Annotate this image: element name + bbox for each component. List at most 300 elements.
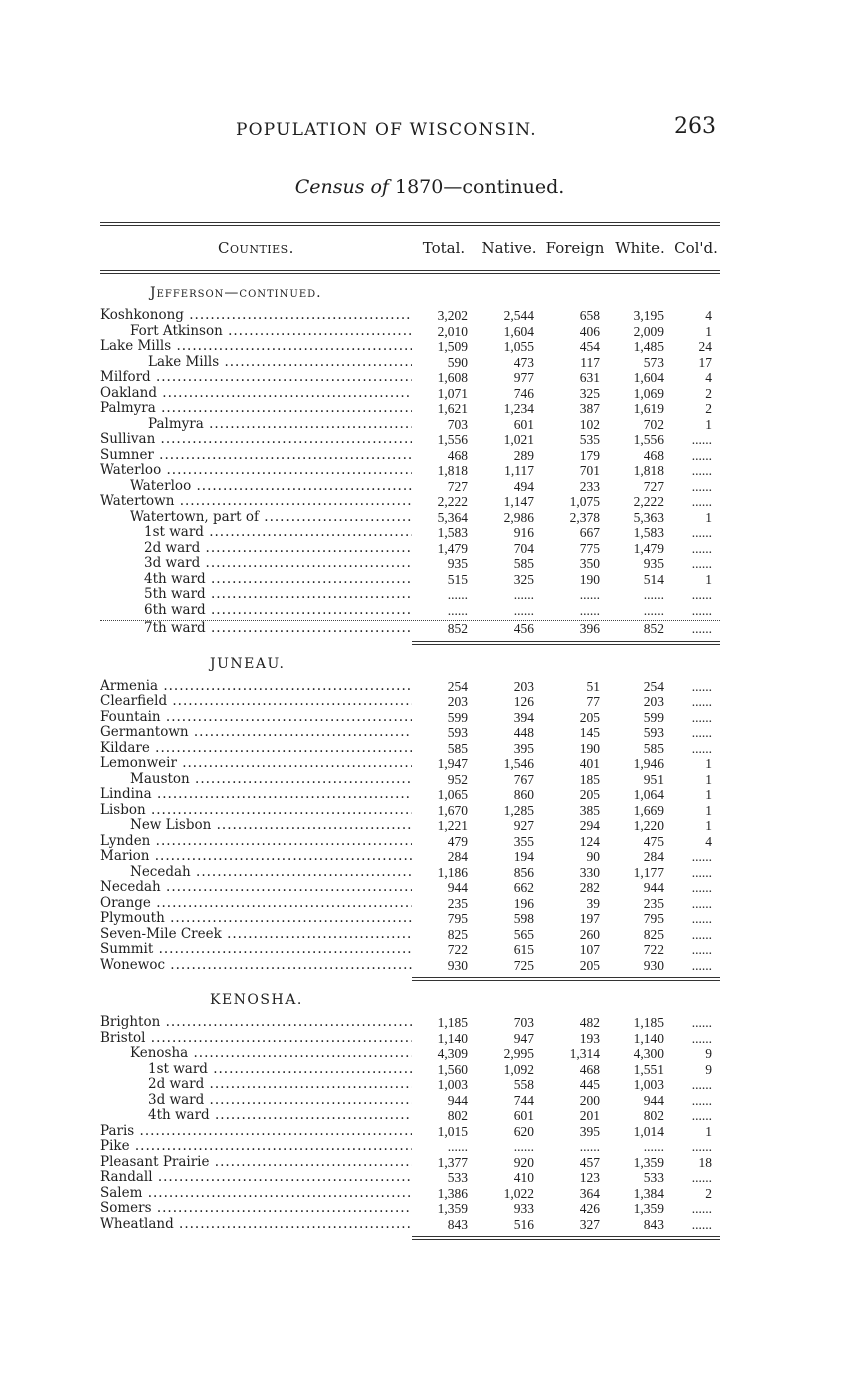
table-body <box>100 274 720 1240</box>
table-row <box>100 308 720 324</box>
cell-white: 1,359 <box>633 1201 664 1216</box>
table-row <box>100 741 720 757</box>
table-row <box>100 787 720 803</box>
cell-white: 468 <box>643 447 664 463</box>
table-row <box>100 849 720 865</box>
cell-white: 1,064 <box>633 787 664 802</box>
cell-total: 203 <box>447 694 468 709</box>
table-row <box>100 355 720 371</box>
cell-native: 615 <box>513 942 534 957</box>
cell-native: 601 <box>513 1108 534 1123</box>
cell-foreign: 205 <box>579 957 600 973</box>
cell-total: 952 <box>447 771 468 787</box>
cell-white: 2,222 <box>633 494 664 509</box>
header-white: White. <box>615 239 665 257</box>
cell-colored: 2 <box>705 385 712 401</box>
place-name: Wheatland ..... <box>100 1217 412 1233</box>
cell-total: 852 <box>447 621 468 636</box>
cell-foreign: 205 <box>579 709 600 725</box>
cell-total: 585 <box>447 740 468 756</box>
cell-total: 468 <box>447 447 468 463</box>
section-end-rule <box>412 1236 720 1240</box>
table-row <box>100 479 720 495</box>
place-name: Lisbon ..... <box>100 803 412 819</box>
cell-native: 1,546 <box>503 756 534 771</box>
cell-white: 930 <box>643 957 664 973</box>
section-title: KENOSHA. <box>210 992 303 1008</box>
cell-total: 1,386 <box>437 1185 468 1201</box>
cell-total: 599 <box>447 709 468 725</box>
table-row <box>100 448 720 464</box>
place-name: Bristol ..... <box>100 1031 412 1047</box>
cell-native: ...... <box>513 1139 534 1154</box>
cell-total: 1,359 <box>437 1201 468 1216</box>
table-row <box>100 463 720 479</box>
cell-white: 593 <box>643 725 664 740</box>
table-row <box>100 525 720 541</box>
cell-colored: 1 <box>705 818 712 833</box>
cell-foreign: ...... <box>579 1139 600 1154</box>
place-name: Koshkonong ..... <box>100 308 412 324</box>
cell-total: 1,556 <box>437 432 468 447</box>
cell-colored: 1 <box>705 571 712 587</box>
running-head: POPULATION OF WISCONSIN. <box>236 120 537 140</box>
cell-foreign: 2,378 <box>569 509 600 525</box>
cell-total: 1,065 <box>437 787 468 802</box>
cell-total: 2,010 <box>437 323 468 339</box>
cell-colored: 2 <box>705 1185 712 1201</box>
table-row <box>100 1217 720 1233</box>
cell-native: 194 <box>513 849 534 864</box>
cell-colored: ...... <box>691 1170 712 1185</box>
cell-white: 475 <box>643 833 664 849</box>
cell-total: 1,670 <box>437 802 468 818</box>
cell-white: 1,220 <box>633 818 664 833</box>
cell-white: 1,140 <box>633 1030 664 1046</box>
cell-colored: 1 <box>705 416 712 432</box>
cell-total: 795 <box>447 911 468 926</box>
place-name: Pleasant Prairie ..... <box>100 1155 412 1171</box>
table-row <box>100 1201 720 1217</box>
place-name: Palmyra ..... <box>100 417 412 433</box>
cell-native: 585 <box>513 556 534 571</box>
cell-foreign: 185 <box>579 771 600 787</box>
cell-total: 1,479 <box>437 540 468 556</box>
cell-foreign: ...... <box>579 602 600 618</box>
place-name: Waterloo ..... <box>100 479 412 495</box>
cell-foreign: 179 <box>579 447 600 463</box>
place-name: Kenosha ..... <box>100 1046 412 1062</box>
cell-foreign: 107 <box>579 942 600 957</box>
cell-white: 1,359 <box>633 1154 664 1170</box>
cell-white: ...... <box>643 587 664 602</box>
cell-foreign: 387 <box>579 401 600 416</box>
cell-colored: ...... <box>691 849 712 864</box>
cell-colored: ...... <box>691 1139 712 1154</box>
cell-foreign: 39 <box>586 895 600 911</box>
place-name: Summit ..... <box>100 942 412 958</box>
cell-white: ...... <box>643 602 664 618</box>
table-row <box>100 603 720 619</box>
cell-white: 284 <box>643 849 664 864</box>
cell-total: 1,818 <box>437 463 468 478</box>
cell-colored: ...... <box>691 725 712 740</box>
cell-colored: ...... <box>691 525 712 540</box>
cell-white: 843 <box>643 1216 664 1232</box>
cell-native: 456 <box>513 621 534 636</box>
cell-native: 1,234 <box>503 401 534 416</box>
cell-total: 1,015 <box>437 1123 468 1139</box>
cell-total: ...... <box>447 602 468 618</box>
cell-foreign: 190 <box>579 571 600 587</box>
cell-foreign: 385 <box>579 802 600 818</box>
place-name: 1st ward ..... <box>100 525 412 541</box>
cell-white: 1,551 <box>633 1061 664 1077</box>
cell-native: 395 <box>513 740 534 756</box>
cell-white: 1,946 <box>633 756 664 771</box>
cell-foreign: 350 <box>579 556 600 571</box>
cell-colored: 4 <box>705 370 712 385</box>
cell-white: 825 <box>643 926 664 942</box>
cell-colored: 18 <box>698 1154 712 1170</box>
place-name: Lake Mills ..... <box>100 339 412 355</box>
place-name: Clearfield ..... <box>100 694 412 710</box>
table-row <box>100 370 720 386</box>
cell-native: 601 <box>513 416 534 432</box>
cell-total: 935 <box>447 556 468 571</box>
cell-foreign: 701 <box>579 463 600 478</box>
cell-white: 722 <box>643 942 664 957</box>
cell-foreign: 395 <box>579 1123 600 1139</box>
cell-total: 590 <box>447 354 468 370</box>
cell-total: 1,608 <box>437 370 468 385</box>
cell-total: 1,377 <box>437 1154 468 1170</box>
cell-white: ...... <box>643 1139 664 1154</box>
table-row <box>100 510 720 526</box>
cell-native: 394 <box>513 709 534 725</box>
place-name: 6th ward ..... <box>100 603 412 619</box>
cell-foreign: 482 <box>579 1015 600 1030</box>
place-name: Seven-Mile Creek ..... <box>100 927 412 943</box>
cell-foreign: 123 <box>579 1170 600 1185</box>
place-name: Orange ..... <box>100 896 412 912</box>
cell-colored: 2 <box>705 401 712 416</box>
cell-native: 448 <box>513 725 534 740</box>
cell-native: 598 <box>513 911 534 926</box>
cell-white: 1,185 <box>633 1015 664 1030</box>
cell-native: 1,092 <box>503 1061 534 1077</box>
cell-foreign: 401 <box>579 756 600 771</box>
table-row <box>100 896 720 912</box>
cell-colored: ...... <box>691 463 712 478</box>
cell-white: 254 <box>643 678 664 694</box>
place-name: 4th ward ..... <box>100 1108 412 1124</box>
place-name: Lemonweir ..... <box>100 756 412 772</box>
cell-total: 1,621 <box>437 401 468 416</box>
cell-colored: ...... <box>691 587 712 602</box>
cell-foreign: 200 <box>579 1092 600 1108</box>
cell-foreign: 51 <box>586 678 600 694</box>
cell-native: 289 <box>513 447 534 463</box>
cell-total: 1,071 <box>437 385 468 401</box>
subtitle-rest: 1870—continued. <box>388 176 565 198</box>
table-row <box>100 1170 720 1186</box>
cell-native: 1,055 <box>503 339 534 354</box>
cell-total: 515 <box>447 571 468 587</box>
cell-native: ...... <box>513 587 534 602</box>
table-row <box>100 1015 720 1031</box>
cell-colored: ...... <box>691 447 712 463</box>
cell-colored: 4 <box>705 308 712 323</box>
place-name: Sumner ..... <box>100 448 412 464</box>
cell-foreign: 445 <box>579 1077 600 1092</box>
table-row <box>100 911 720 927</box>
cell-native: 704 <box>513 540 534 556</box>
cell-colored: ...... <box>691 556 712 571</box>
cell-native: 746 <box>513 385 534 401</box>
cell-native: 977 <box>513 370 534 385</box>
cell-white: 935 <box>643 556 664 571</box>
table-row <box>100 620 720 637</box>
place-name: Fountain ..... <box>100 710 412 726</box>
cell-colored: ...... <box>691 478 712 494</box>
table-row <box>100 1124 720 1140</box>
cell-colored: ...... <box>691 709 712 725</box>
cell-total: 284 <box>447 849 468 864</box>
table-subtitle <box>0 176 859 198</box>
cell-foreign: 77 <box>586 694 600 709</box>
cell-white: 3,195 <box>633 308 664 323</box>
cell-total: 1,003 <box>437 1077 468 1092</box>
cell-colored: ...... <box>691 540 712 556</box>
cell-colored: 4 <box>705 833 712 849</box>
cell-colored: ...... <box>691 694 712 709</box>
header-counties: Counties. <box>218 239 294 257</box>
place-name: New Lisbon ..... <box>100 818 412 834</box>
table-row <box>100 1077 720 1093</box>
cell-native: 767 <box>513 771 534 787</box>
cell-colored: ...... <box>691 895 712 911</box>
cell-foreign: 775 <box>579 540 600 556</box>
cell-white: 1,583 <box>633 525 664 540</box>
header-total: Total. <box>422 239 466 257</box>
cell-total: 593 <box>447 725 468 740</box>
cell-native: 558 <box>513 1077 534 1092</box>
table-row <box>100 679 720 695</box>
cell-foreign: 468 <box>579 1061 600 1077</box>
table-row <box>100 1108 720 1124</box>
cell-white: 599 <box>643 709 664 725</box>
cell-colored: 1 <box>705 323 712 339</box>
cell-native: 662 <box>513 880 534 895</box>
place-name: 7th ward ..... <box>100 621 412 637</box>
table-row <box>100 725 720 741</box>
cell-white: 235 <box>643 895 664 911</box>
census-table <box>100 222 720 1240</box>
place-name: Lindina ..... <box>100 787 412 803</box>
cell-foreign: 396 <box>579 621 600 636</box>
cell-total: 1,583 <box>437 525 468 540</box>
cell-white: 2,009 <box>633 323 664 339</box>
place-name: Paris ..... <box>100 1124 412 1140</box>
cell-colored: 24 <box>698 339 712 354</box>
place-name: Brighton ..... <box>100 1015 412 1031</box>
table-row <box>100 1093 720 1109</box>
place-name: 5th ward ..... <box>100 587 412 603</box>
table-row <box>100 694 720 710</box>
cell-native: 933 <box>513 1201 534 1216</box>
header-colored: Col'd. <box>674 239 718 257</box>
table-row <box>100 1031 720 1047</box>
cell-colored: ...... <box>691 602 712 618</box>
cell-total: 1,186 <box>437 864 468 880</box>
cell-native: 516 <box>513 1216 534 1232</box>
cell-native: 410 <box>513 1170 534 1185</box>
place-name: Lynden ..... <box>100 834 412 850</box>
cell-total: 1,560 <box>437 1061 468 1077</box>
cell-foreign: 124 <box>579 833 600 849</box>
cell-native: 196 <box>513 895 534 911</box>
place-name: 1st ward ..... <box>100 1062 412 1078</box>
page-number: 263 <box>674 114 716 139</box>
table-row <box>100 386 720 402</box>
table-row <box>100 880 720 896</box>
cell-colored: ...... <box>691 926 712 942</box>
cell-white: 1,177 <box>633 864 664 880</box>
cell-foreign: 1,075 <box>569 494 600 509</box>
cell-white: 1,069 <box>633 385 664 401</box>
cell-white: 1,556 <box>633 432 664 447</box>
cell-colored: ...... <box>691 432 712 447</box>
cell-native: 1,147 <box>503 494 534 509</box>
cell-total: 944 <box>447 880 468 895</box>
cell-total: 2,222 <box>437 494 468 509</box>
cell-native: 744 <box>513 1092 534 1108</box>
cell-total: 843 <box>447 1216 468 1232</box>
cell-native: 2,986 <box>503 509 534 525</box>
cell-colored: 1 <box>705 771 712 787</box>
place-name: Wonewoc ..... <box>100 958 412 974</box>
cell-white: 585 <box>643 740 664 756</box>
cell-native: 355 <box>513 833 534 849</box>
cell-native: 620 <box>513 1123 534 1139</box>
cell-white: 795 <box>643 911 664 926</box>
place-name: Germantown ..... <box>100 725 412 741</box>
cell-total: 1,221 <box>437 818 468 833</box>
cell-foreign: ...... <box>579 587 600 602</box>
cell-native: 1,021 <box>503 432 534 447</box>
cell-colored: 1 <box>705 802 712 818</box>
place-name: Lake Mills ..... <box>100 355 412 371</box>
cell-total: 727 <box>447 478 468 494</box>
cell-total: 825 <box>447 926 468 942</box>
section-title: JUNEAU. <box>210 655 286 672</box>
cell-total: 722 <box>447 942 468 957</box>
cell-native: 1,285 <box>503 802 534 818</box>
cell-foreign: 330 <box>579 864 600 880</box>
cell-white: 727 <box>643 478 664 494</box>
cell-native: 916 <box>513 525 534 540</box>
cell-total: 235 <box>447 895 468 911</box>
place-name: Marion ..... <box>100 849 412 865</box>
cell-native: 856 <box>513 864 534 880</box>
place-name: Palmyra ..... <box>100 401 412 417</box>
cell-white: 1,485 <box>633 339 664 354</box>
cell-foreign: 406 <box>579 323 600 339</box>
cell-colored: 9 <box>705 1046 712 1061</box>
place-name: Kildare ..... <box>100 741 412 757</box>
cell-white: 4,300 <box>633 1046 664 1061</box>
cell-colored: 9 <box>705 1061 712 1077</box>
cell-white: 203 <box>643 694 664 709</box>
cell-native: 947 <box>513 1030 534 1046</box>
cell-white: 702 <box>643 416 664 432</box>
cell-colored: ...... <box>691 880 712 895</box>
table-row <box>100 1186 720 1202</box>
header-foreign: Foreign <box>545 239 605 257</box>
table-row <box>100 556 720 572</box>
cell-colored: ...... <box>691 942 712 957</box>
cell-colored: ...... <box>691 1108 712 1123</box>
cell-foreign: 117 <box>580 354 600 370</box>
cell-foreign: 201 <box>579 1108 600 1123</box>
cell-native: 920 <box>513 1154 534 1170</box>
table-row <box>100 494 720 510</box>
cell-white: 1,619 <box>633 401 664 416</box>
cell-native: ...... <box>513 602 534 618</box>
cell-colored: ...... <box>691 1216 712 1232</box>
header-native: Native. <box>481 239 537 257</box>
cell-native: 2,995 <box>503 1046 534 1061</box>
cell-total: 1,947 <box>437 756 468 771</box>
cell-white: 1,479 <box>633 540 664 556</box>
place-name: Necedah ..... <box>100 880 412 896</box>
table-row <box>100 927 720 943</box>
table-row <box>100 417 720 433</box>
place-name: Armenia ..... <box>100 679 412 695</box>
cell-white: 1,384 <box>633 1185 664 1201</box>
cell-foreign: 260 <box>579 926 600 942</box>
cell-white: 514 <box>643 571 664 587</box>
cell-native: 473 <box>513 354 534 370</box>
place-name: Salem ..... <box>100 1186 412 1202</box>
place-name: Mauston ..... <box>100 772 412 788</box>
place-name: Somers ..... <box>100 1201 412 1217</box>
place-name: Sullivan ..... <box>100 432 412 448</box>
place-name: Plymouth ..... <box>100 911 412 927</box>
place-name: Watertown ..... <box>100 494 412 510</box>
cell-native: 494 <box>513 478 534 494</box>
cell-total: ...... <box>447 1139 468 1154</box>
cell-white: 944 <box>643 1092 664 1108</box>
cell-colored: ...... <box>691 1077 712 1092</box>
cell-colored: ...... <box>691 621 712 636</box>
cell-white: 1,014 <box>633 1123 664 1139</box>
place-name: 3d ward ..... <box>100 1093 412 1109</box>
section-title: Jefferson—continued. <box>150 285 322 301</box>
table-row <box>100 541 720 557</box>
place-name: 4th ward ..... <box>100 572 412 588</box>
table-row <box>100 818 720 834</box>
cell-foreign: 426 <box>579 1201 600 1216</box>
cell-colored: ...... <box>691 1092 712 1108</box>
cell-colored: ...... <box>691 1201 712 1216</box>
cell-white: 852 <box>643 621 664 636</box>
cell-colored: ...... <box>691 1015 712 1030</box>
cell-total: 944 <box>447 1092 468 1108</box>
table-row <box>100 942 720 958</box>
cell-foreign: 190 <box>579 740 600 756</box>
